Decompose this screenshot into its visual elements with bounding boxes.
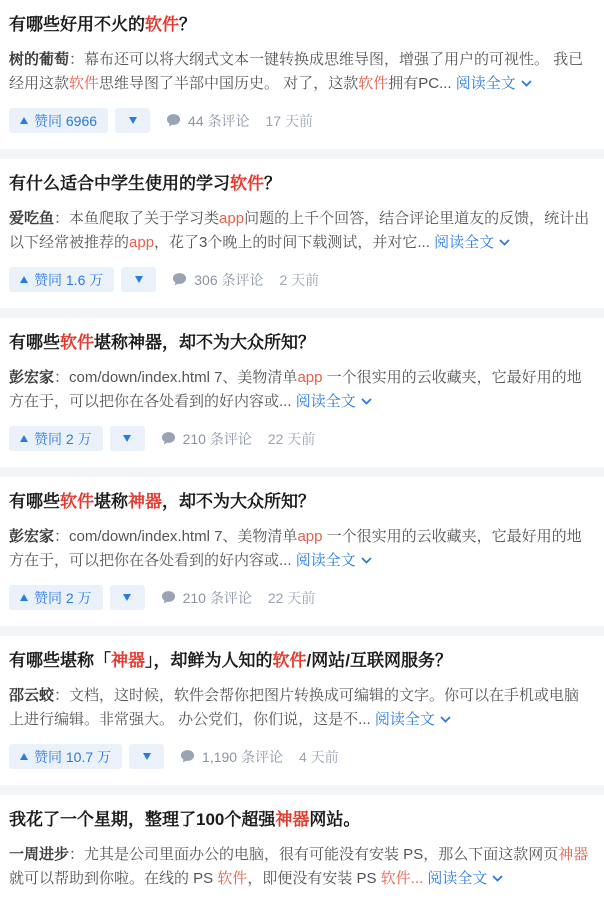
preview-highlight: app (297, 369, 323, 386)
comment-count-label: 210 条评论 (182, 589, 252, 606)
upvote-arrow-icon (20, 594, 28, 601)
comment-count[interactable] (161, 588, 252, 608)
action-bar (9, 744, 594, 769)
comment-bubble-icon (161, 431, 176, 446)
title-highlight: 软件 (145, 15, 179, 34)
downvote-button[interactable] (129, 744, 164, 769)
comment-bubble-icon (172, 272, 187, 287)
question-title-link[interactable] (9, 331, 594, 355)
chevron-down-icon (521, 80, 532, 87)
read-more-link[interactable] (296, 393, 372, 410)
read-more-label: 阅读全文 (295, 393, 356, 410)
upvote-arrow-icon (20, 117, 28, 124)
post-time: 17 天前 (265, 112, 313, 129)
read-more-link[interactable] (434, 234, 510, 251)
preview-text: ：com/down/index.html 7、美物清单 (54, 369, 298, 386)
title-text: 有哪些好用不火的 (9, 15, 145, 34)
question-card (0, 0, 604, 149)
chevron-down-icon (361, 398, 372, 405)
post-time: 22 天前 (267, 589, 316, 606)
upvote-button[interactable] (9, 744, 122, 769)
preview-text: ，即便没有安装 PS (247, 870, 381, 887)
title-highlight: 软件 (230, 174, 264, 193)
read-more-link[interactable] (427, 870, 503, 887)
upvote-button[interactable] (9, 426, 103, 451)
question-card (0, 318, 604, 467)
preview-highlight: app (297, 528, 323, 545)
question-title-link[interactable] (9, 808, 594, 832)
preview-text: ，花了3个晚上的时间下载测试，并对它... (154, 234, 430, 251)
author-name[interactable]: 彭宏家 (9, 528, 55, 545)
title-text: 有哪些堪称「 (9, 651, 111, 670)
preview-text: 问题的上千个回答，结合评论里道友的反馈，统计出以下经常被推荐的 (9, 210, 590, 251)
action-bar (9, 585, 594, 610)
read-more-link[interactable] (456, 75, 532, 92)
chevron-down-icon (499, 239, 510, 246)
comment-count-label: 306 条评论 (194, 271, 264, 288)
upvote-button[interactable] (9, 267, 114, 292)
comment-count[interactable] (166, 111, 249, 131)
title-text: 堪称 (94, 492, 128, 511)
title-text: ？ (179, 15, 196, 34)
title-text: 有哪些 (9, 492, 60, 511)
answer-preview (9, 684, 594, 732)
question-title-link[interactable] (9, 649, 594, 673)
downvote-button[interactable] (110, 426, 145, 451)
title-text: /网站/互联网服务？ (306, 651, 452, 670)
upvote-label: 赞同 6966 (34, 112, 98, 129)
title-highlight: 神器 (128, 492, 162, 511)
downvote-arrow-icon (143, 753, 151, 760)
upvote-label: 赞同 2 万 (34, 430, 92, 447)
question-card (0, 636, 604, 785)
card-separator (0, 467, 604, 477)
title-highlight: 软件 (60, 492, 94, 511)
comment-count-label: 1,190 条评论 (202, 748, 283, 765)
question-card (0, 795, 604, 907)
title-highlight: 软件 (60, 333, 94, 352)
comment-bubble-icon (180, 749, 195, 764)
preview-text: ：幕布还可以将大纲式文本一键转换成思维导图，增强了用户的可视性。 我已经用这款 (9, 51, 584, 92)
chevron-down-icon (492, 875, 503, 882)
post-time: 4 天前 (298, 748, 339, 765)
comment-bubble-icon (161, 590, 176, 605)
preview-highlight: 软件 (217, 870, 248, 887)
preview-highlight: app (129, 234, 155, 251)
question-title-link[interactable] (9, 13, 594, 37)
question-card (0, 477, 604, 626)
title-text: 堪称神器，却不为大众所知？ (94, 333, 315, 352)
preview-highlight: 神器 (558, 846, 589, 863)
card-separator (0, 626, 604, 636)
chevron-down-icon (361, 557, 372, 564)
title-text: 网站。 (309, 810, 361, 829)
question-card (0, 159, 604, 308)
preview-highlight: app (219, 210, 245, 227)
question-title-link[interactable] (9, 490, 594, 514)
author-name[interactable]: 邵云蛟 (9, 687, 55, 704)
downvote-button[interactable] (121, 267, 156, 292)
question-title-link[interactable] (9, 172, 594, 196)
read-more-label: 阅读全文 (374, 711, 435, 728)
action-bar (9, 267, 594, 292)
downvote-arrow-icon (123, 435, 131, 442)
read-more-label: 阅读全文 (427, 870, 488, 887)
card-separator (0, 308, 604, 318)
preview-text: ：com/down/index.html 7、美物清单 (54, 528, 298, 545)
upvote-label: 赞同 1.6 万 (34, 271, 104, 288)
action-bar (9, 108, 594, 133)
preview-highlight: 软件 (358, 75, 389, 92)
title-text: ，却不为大众所知？ (162, 492, 315, 511)
upvote-arrow-icon (20, 753, 28, 760)
author-name[interactable]: 爱吃鱼 (9, 210, 55, 227)
preview-text: 一个很实用的云收藏夹，它最好用的地方在于，可以把你在各处看到的好内容或... (9, 528, 582, 569)
comment-bubble-icon (166, 113, 181, 128)
title-text: 」，却鲜为人知的 (145, 651, 273, 670)
author-name[interactable]: 树的葡萄 (9, 51, 70, 68)
upvote-arrow-icon (20, 276, 28, 283)
title-text: ？ (264, 174, 281, 193)
comment-count[interactable] (172, 270, 263, 290)
read-more-link[interactable] (296, 552, 372, 569)
preview-text: ：本鱼爬取了关于学习类 (54, 210, 220, 227)
preview-text: ：尤其是公司里面办公的电脑，很有可能没有安装 PS，那么下面这款网页 (69, 846, 559, 863)
title-text: 我花了一个星期，整理了100个超强 (9, 810, 276, 829)
action-bar (9, 426, 594, 451)
post-time: 22 天前 (267, 430, 316, 447)
preview-text: 一个很实用的云收藏夹，它最好用的地方在于，可以把你在各处看到的好内容或... (9, 369, 582, 410)
upvote-label: 赞同 2 万 (34, 589, 92, 606)
upvote-button[interactable] (9, 585, 103, 610)
downvote-button[interactable] (115, 108, 150, 133)
comment-count-label: 210 条评论 (182, 430, 252, 447)
upvote-button[interactable] (9, 108, 108, 133)
read-more-label: 阅读全文 (434, 234, 495, 251)
post-time: 2 天前 (279, 271, 320, 288)
answer-preview (9, 525, 594, 573)
answer-preview (9, 843, 594, 891)
comment-count[interactable] (161, 429, 252, 449)
upvote-label: 赞同 10.7 万 (34, 748, 112, 765)
author-name[interactable]: 一周进步 (9, 846, 70, 863)
title-highlight: 神器 (275, 810, 310, 829)
title-text: 有哪些 (9, 333, 60, 352)
comment-count-label: 44 条评论 (188, 112, 250, 129)
preview-text: 拥有PC... (388, 75, 452, 92)
read-more-label: 阅读全文 (455, 75, 516, 92)
card-separator (0, 785, 604, 795)
title-text: 有什么适合中学生使用的学习 (9, 174, 230, 193)
downvote-button[interactable] (110, 585, 145, 610)
preview-text: 就可以帮助到你啦。在线的 PS (9, 870, 218, 887)
author-name[interactable]: 彭宏家 (9, 369, 55, 386)
preview-text: 思维导图了半部中国历史。 对了，这款 (99, 75, 359, 92)
title-highlight: 神器 (111, 651, 145, 670)
downvote-arrow-icon (129, 117, 137, 124)
comment-count[interactable] (180, 747, 283, 767)
answer-preview (9, 366, 594, 414)
upvote-arrow-icon (20, 435, 28, 442)
preview-highlight: 软件... (380, 870, 424, 887)
read-more-link[interactable] (375, 711, 451, 728)
preview-text: ：文档，这时候，软件会帮你把图片转换成可编辑的文字。你可以在手机或电脑上进行编辑。非常强大。 办公党们，你们说，这是不... (9, 687, 580, 728)
preview-highlight: 软件 (69, 75, 100, 92)
answer-preview (9, 48, 594, 96)
downvote-arrow-icon (123, 594, 131, 601)
card-separator (0, 149, 604, 159)
title-highlight: 软件 (272, 651, 307, 670)
chevron-down-icon (440, 716, 451, 723)
answer-preview (9, 207, 594, 255)
read-more-label: 阅读全文 (295, 552, 356, 569)
downvote-arrow-icon (135, 276, 143, 283)
